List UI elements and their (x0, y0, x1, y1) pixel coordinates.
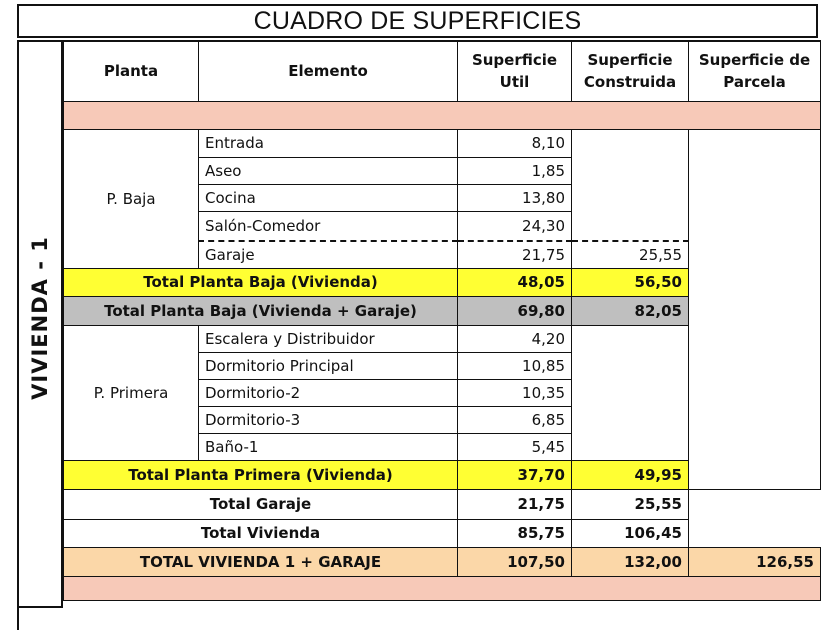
total-util: 69,80 (458, 296, 572, 325)
surface-table (63, 40, 821, 601)
construida-empty-cell (572, 325, 689, 460)
bottom-separator-band (64, 576, 821, 600)
util-cell: 21,75 (458, 241, 572, 268)
total-util: 48,05 (458, 268, 572, 296)
elemento-cell: Cocina (199, 184, 458, 211)
total-label: Total Garaje (64, 489, 458, 519)
total-util: 37,70 (458, 460, 572, 489)
elemento-cell: Aseo (199, 157, 458, 184)
elemento-cell: Baño-1 (199, 433, 458, 460)
header-parcela-line1: Superficie de (698, 51, 811, 70)
header-parcela-line2: Parcela (723, 73, 786, 92)
header-superficie-util (458, 41, 572, 101)
total-label: TOTAL VIVIENDA 1 + GARAJE (64, 547, 458, 576)
util-cell: 5,45 (458, 433, 572, 460)
parcela-empty-cell (689, 129, 821, 489)
elemento-cell: Dormitorio-2 (199, 379, 458, 406)
elemento-cell: Escalera y Distribuidor (199, 325, 458, 352)
total-general-row (64, 547, 821, 576)
elemento-cell: Entrada (199, 129, 458, 157)
total-garaje-row (64, 489, 821, 519)
bottom-band-cell (64, 576, 821, 600)
total-util: 107,50 (458, 547, 572, 576)
util-cell: 10,85 (458, 352, 572, 379)
total-parcela: 126,55 (689, 547, 821, 576)
total-construida: 49,95 (572, 460, 689, 489)
elemento-cell: Garaje (199, 241, 458, 268)
total-construida: 132,00 (572, 547, 689, 576)
header-superficie-parcela (689, 41, 821, 101)
header-row (64, 41, 821, 101)
total-construida: 25,55 (572, 489, 689, 519)
construida-empty-cell (572, 129, 689, 241)
header-util-line2: Util (499, 73, 530, 92)
total-util: 85,75 (458, 519, 572, 547)
total-vivienda-row (64, 519, 821, 547)
header-planta: Planta (64, 41, 199, 101)
total-label: Total Vivienda (64, 519, 458, 547)
util-cell: 6,85 (458, 406, 572, 433)
planta-primera-label: P. Primera (64, 325, 199, 460)
elemento-cell: Dormitorio-3 (199, 406, 458, 433)
separator-band-cell (64, 101, 821, 129)
util-cell: 4,20 (458, 325, 572, 352)
util-cell: 10,35 (458, 379, 572, 406)
table-title: CUADRO DE SUPERFICIES (17, 4, 818, 38)
total-util: 21,75 (458, 489, 572, 519)
util-cell: 24,30 (458, 211, 572, 241)
total-label: Total Planta Baja (Vivienda) (64, 268, 458, 296)
side-bottom-band (17, 606, 63, 630)
total-label: Total Planta Baja (Vivienda + Garaje) (64, 296, 458, 325)
elemento-cell: Dormitorio Principal (199, 352, 458, 379)
util-cell: 13,80 (458, 184, 572, 211)
separator-band (64, 101, 821, 129)
planta-baja-label: P. Baja (64, 129, 199, 268)
util-cell: 1,85 (458, 157, 572, 184)
elemento-cell: Salón-Comedor (199, 211, 458, 241)
construida-cell: 25,55 (572, 241, 689, 268)
util-cell: 8,10 (458, 129, 572, 157)
header-construida-line2: Construida (583, 73, 677, 92)
header-superficie-construida (572, 41, 689, 101)
header-util-line1: Superficie (471, 51, 558, 70)
total-construida: 56,50 (572, 268, 689, 296)
side-label-vivienda: VIVIENDA - 1 (28, 236, 52, 400)
total-construida: 106,45 (572, 519, 689, 547)
header-elemento: Elemento (199, 41, 458, 101)
table-row (64, 129, 821, 157)
total-construida: 82,05 (572, 296, 689, 325)
header-construida-line1: Superficie (587, 51, 673, 70)
total-label: Total Planta Primera (Vivienda) (64, 460, 458, 489)
